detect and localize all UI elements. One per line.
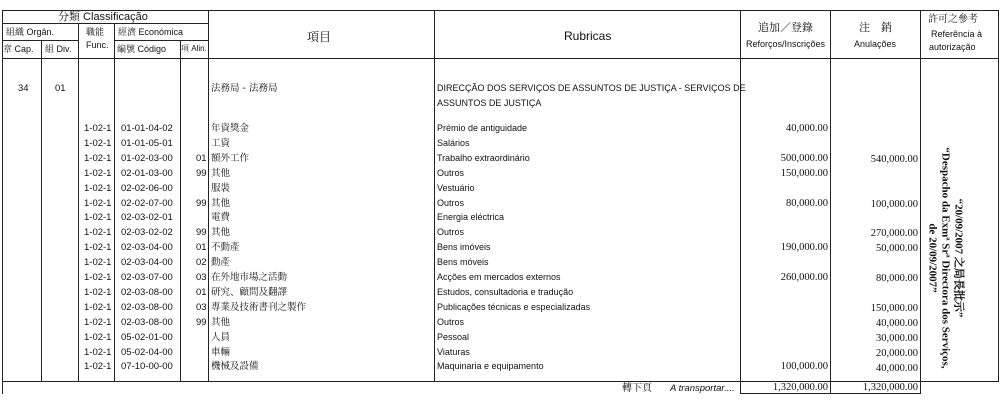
row-code: 02-03-02-02 (121, 227, 173, 238)
header-rule-1 (2, 23, 208, 24)
section-name-pt1: DIRECÇÃO DOS SERVIÇOS DE ASSUNTOS DE JUSTIÇA - SERVIÇOS DE (437, 83, 746, 93)
row-alin: 03 (196, 302, 207, 313)
reforcos-header-pt: Reforços/Inscrições (746, 39, 826, 49)
row-reforco: 260,000.00 (780, 272, 828, 283)
row-func: 1-02-1 (84, 183, 112, 194)
row-rubrica-pt: Outros (437, 227, 465, 237)
body-bottom-border (2, 381, 998, 382)
row-code: 05-02-01-00 (121, 332, 173, 343)
row-item-cn: 其他 (211, 227, 231, 238)
row-anulacao: 20,000.00 (876, 348, 918, 359)
row-reforco: 190,000.00 (780, 242, 828, 253)
row-func: 1-02-1 (84, 227, 112, 238)
row-code: 05-02-04-00 (121, 347, 173, 358)
col-sep-cap-div (41, 40, 42, 382)
reforcos-header-cn: 追加／登錄 (758, 21, 813, 34)
row-anulacao: 30,000.00 (876, 333, 918, 344)
row-rubrica-pt: Viaturas (437, 347, 470, 357)
row-reforco: 500,000.00 (780, 153, 828, 164)
codigo-header: 編號 Código (117, 44, 167, 54)
row-code: 02-03-02-01 (121, 212, 173, 223)
row-code: 02-02-06-00 (121, 183, 173, 194)
row-item-cn: 車輛 (211, 347, 231, 358)
row-func: 1-02-1 (84, 287, 112, 298)
authorization-note (914, 138, 976, 378)
alin-header: 項 Alin. (181, 44, 207, 53)
anulacoes-header-pt: Anulações (854, 39, 897, 49)
row-func: 1-02-1 (84, 317, 112, 328)
row-func: 1-02-1 (84, 332, 112, 343)
section-cap: 34 (18, 83, 29, 94)
row-rubrica-pt: Outros (437, 317, 465, 327)
row-rubrica-pt: Pessoal (437, 332, 470, 342)
rubricas-header: Rubricas (564, 29, 612, 43)
row-item-cn: 其他 (211, 168, 231, 179)
row-alin: 99 (196, 227, 207, 238)
total-reforcos: 1,320,000.00 (772, 382, 828, 393)
row-func: 1-02-1 (84, 123, 112, 134)
row-reforco: 40,000.00 (786, 123, 828, 134)
row-item-cn: 不動產 (211, 242, 240, 253)
row-anulacao: 540,000.00 (870, 154, 918, 165)
row-anulacao: 150,000.00 (870, 303, 918, 314)
col-sep-div-func (78, 23, 79, 382)
row-item-cn: 工資 (211, 138, 231, 149)
row-code: 02-03-04-00 (121, 257, 173, 268)
row-func: 1-02-1 (84, 153, 112, 164)
row-func: 1-02-1 (84, 347, 112, 358)
row-rubrica-pt: Estudos, consultadoria e tradução (437, 287, 574, 297)
row-item-cn: 服裝 (211, 183, 231, 194)
header-rule-2b (114, 40, 208, 41)
row-item-cn: 機械及設備 (211, 361, 259, 372)
row-alin: 02 (196, 257, 207, 268)
row-anulacao: 100,000.00 (870, 199, 918, 210)
row-rubrica-pt: Outros (437, 198, 465, 208)
row-item-cn: 人員 (211, 332, 231, 343)
row-reforco: 80,000.00 (786, 198, 828, 209)
authorization-line-1: “20/09/2007 之局長批示” (952, 198, 965, 318)
row-rubrica-pt: Bens imóveis (437, 242, 491, 252)
row-item-cn: 動產 (211, 257, 231, 268)
row-anulacao: 270,000.00 (870, 228, 918, 239)
row-item-cn: 研究、顧問及翻譯 (211, 287, 288, 298)
economica-header: 經濟 Económica (118, 27, 184, 37)
row-func: 1-02-1 (84, 168, 112, 179)
row-item-cn: 電費 (211, 212, 231, 223)
cap-header: 章 Cap. (3, 44, 34, 54)
row-code: 01-02-03-00 (121, 153, 173, 164)
row-func: 1-02-1 (84, 242, 112, 253)
row-alin: 99 (196, 198, 207, 209)
authorization-line-3: de 20/09/2007” (926, 223, 939, 293)
row-func: 1-02-1 (84, 198, 112, 209)
row-rubrica-pt: Vestuário (437, 183, 475, 193)
row-func: 1-02-1 (84, 272, 112, 283)
func-header-cn: 職能 (86, 27, 105, 37)
row-item-cn: 專業及技術書刊之製作 (211, 302, 307, 313)
row-alin: 01 (196, 287, 207, 298)
row-reforco: 150,000.00 (780, 168, 828, 179)
row-code: 01-01-05-01 (121, 138, 173, 149)
row-alin: 03 (196, 272, 207, 283)
row-code: 02-03-08-00 (121, 302, 173, 313)
row-anulacao: 80,000.00 (876, 273, 918, 284)
col-sep-item-rubricas (434, 10, 435, 382)
section-name-pt2: ASSUNTOS DE JUSTIÇA (437, 98, 542, 108)
row-func: 1-02-1 (84, 257, 112, 268)
transport-label-cn: 轉下頁 (622, 383, 652, 394)
func-header-pt: Func. (86, 40, 109, 50)
ref-header-pt1: Referência à (931, 29, 983, 39)
ref-header-cn: 許可之參考 (928, 14, 978, 25)
row-code: 02-03-04-00 (121, 242, 173, 253)
row-code: 07-10-00-00 (121, 361, 173, 372)
row-rubrica-pt: Maquinaria e equipamento (437, 361, 544, 371)
authorization-line-2: “Despacho da Exmª Srª Directora dos Serviços, (939, 147, 952, 369)
row-func: 1-02-1 (84, 212, 112, 223)
row-item-cn: 其他 (211, 317, 231, 328)
total-anulacoes: 1,320,000.00 (862, 382, 918, 393)
row-rubrica-pt: Prémio de antiguidade (437, 123, 528, 133)
organ-header: 組織 Orgân. (6, 27, 55, 37)
row-rubrica-pt: Publicações técnicas e especializadas (437, 302, 591, 312)
row-rubrica-pt: Bens móveis (437, 257, 489, 267)
row-func: 1-02-1 (84, 138, 112, 149)
row-func: 1-02-1 (84, 302, 112, 313)
table-top-border (2, 10, 998, 11)
section-name-cn: 法務局 - 法務局 (211, 83, 278, 94)
border-right (998, 10, 999, 382)
col-sep-alin-item (208, 10, 209, 382)
row-anulacao: 40,000.00 (876, 318, 918, 329)
classificacao-header: 分類 Classificação (58, 11, 148, 23)
row-item-cn: 其他 (211, 198, 231, 209)
row-rubrica-pt: Salários (437, 138, 470, 148)
row-alin: 01 (196, 153, 207, 164)
row-code: 01-01-04-02 (121, 123, 173, 134)
row-func: 1-02-1 (84, 361, 112, 372)
row-code: 02-02-07-00 (121, 198, 173, 209)
border-left (2, 10, 3, 394)
section-div: 01 (55, 83, 66, 94)
ref-header-pt2: autorização (929, 42, 976, 52)
row-code: 02-03-07-00 (121, 272, 173, 283)
row-item-cn: 年資獎金 (211, 123, 250, 134)
row-item-cn: 在外地市場之活動 (211, 272, 288, 283)
transport-label-pt: A transportar.... (670, 383, 735, 394)
row-rubrica-pt: Trabalho extraordinário (437, 153, 530, 163)
row-rubrica-pt: Acções em mercados externos (437, 272, 561, 282)
row-rubrica-pt: Energia eléctrica (437, 212, 505, 222)
anulacoes-header-cn: 注 銷 (859, 21, 892, 34)
header-rule-2a (2, 40, 78, 41)
col-sep-reforcos-anul (830, 10, 831, 394)
row-code: 02-01-03-00 (121, 168, 173, 179)
row-code: 02-03-08-00 (121, 317, 173, 328)
col-sep-rubricas-reforcos (740, 10, 741, 394)
row-alin: 99 (196, 317, 207, 328)
row-rubrica-pt: Outros (437, 168, 465, 178)
col-sep-code-alin (180, 40, 181, 382)
row-alin: 01 (196, 242, 207, 253)
row-anulacao: 50,000.00 (876, 243, 918, 254)
item-header: 項目 (307, 30, 332, 44)
row-anulacao: 40,000.00 (876, 363, 918, 374)
div-header: 組 Div. (45, 44, 72, 54)
row-code: 02-03-08-00 (121, 287, 173, 298)
row-item-cn: 額外工作 (211, 153, 250, 164)
header-bottom-border (2, 58, 998, 59)
col-sep-func-code (114, 23, 115, 382)
row-alin: 99 (196, 168, 207, 179)
row-reforco: 100,000.00 (780, 361, 828, 372)
